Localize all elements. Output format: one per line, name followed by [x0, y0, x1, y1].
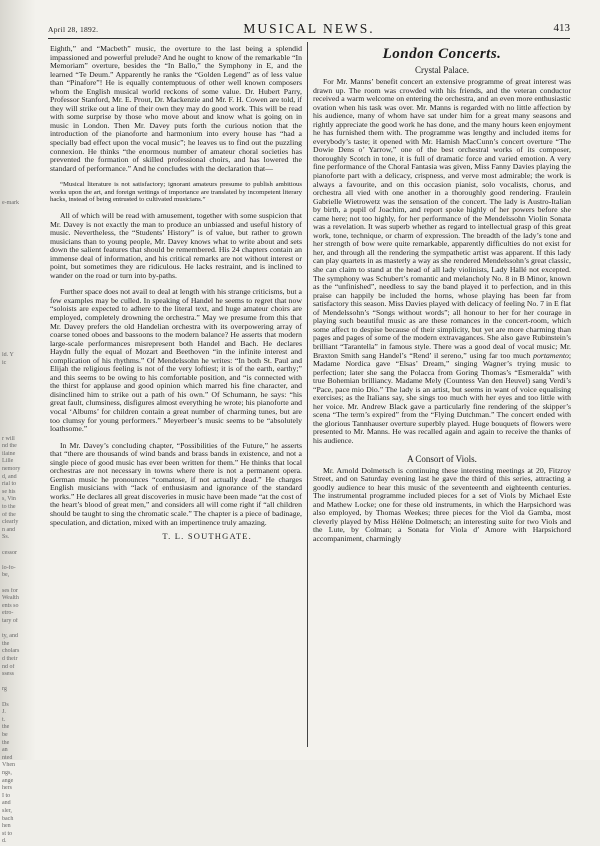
left-column	[50, 45, 302, 541]
page-number: 413	[553, 22, 570, 34]
paragraph-text: ; Madame Nordica gave “Elsas’ Dream,” singing Wagner’s trying music to perfection; later she sang the Polacca from Goring Thomas’s “Esmeralda” with true Bohemian brilliancy. Madame Mely (Countess Van den Heuvel) sang Verdi’s “Pace, pace mio Dio.” The lady is an artist, but seems in want of voice equalising exercises; as the Italians say, she sings too much with her eyes and too little with her voice. Mr. Andrew Black gave a particularly fine rendering of the skipper’s scena “The term’s expired” from the “Flying Dutchman.” The concert ended with the glorious Tannhauser overture superbly played. Huge bouquets of flowers were presented to Mr. Manns. He was recalled again and again to receive the thanks of his audience.	[313, 350, 572, 445]
article-paragraph: Further space does not avail to deal at length with his strange criticisms, but a few examples may be culled. In speaking of Handel he seems to regret that now “soloists are expected to adhere to the literal text, and huge amateur choirs are employed, completely drowning the orchestra.” May we presume from this that Mr. Davey prefers the old Handelian orchestra with its overpowering array of coarse toned oboes and bassoons to the modern balance? He asserts that modern large-scale performances misrepresent both Handel and Bach. He declares Haydn fully the equal of Mozart and Beethoven “in the infinite interest and complication of his rhythms.” Of Mendelssohn he writes: “In both St. Paul and Elijah the religious feeling is not of the very loftiest; it is of the earth, earthy;” and this seems to be owing to his comfortable position, and “is connected with the thirst for applause and good opinion which marred his fine character, and disinclined him to strike out a path of his own.” Of Schumann, he says: “his great fault, clumsiness, disfigures almost everything he wrote; his pianoforte and vocal ‘Albums’ for children contain a great number of charming tunes, but are too clumsy for young performers.” Meyerbeer’s music seems to be “absolutely loathsome.”	[50, 287, 302, 434]
masthead-title: MUSICAL NEWS.	[243, 21, 375, 36]
gutter-fragment: ssess	[2, 671, 15, 678]
gutter-fragment: ic	[2, 359, 7, 366]
column-separator	[307, 42, 308, 747]
gutter-fragment: Ds	[2, 701, 9, 708]
gutter-fragment: ange	[2, 777, 14, 784]
gutter-fragment: n and	[2, 526, 16, 533]
gutter-fragment: ty, and	[2, 633, 18, 640]
gutter-fragment: d their	[2, 656, 18, 662]
article-paragraph: Eighth,” and “Macbeth” music, the overture to the last being a splendid impassioned and powerful prelude? And he ought to know of the remarkable “In Memoriam” overture, besides the “In Ballo,” the Symphony in E, and the learned “Te Deum.” Apparently he ranks the “Golden Legend” as of less value than “Pinafore”! He is equally contemptuous of other well known composers whom the English musical world reckons of some value. Dr. Hubert Parry, Professor Stanford, Mr. E. Prout, Dr. Mackenzie and Mr. F. H. Cowen are told, if they will strike out a line of their own they may do good work. This will be read with some surprise by those who move about and know what is going on in music in London. Then Mr. Davey puts forth the curious notion that the introduction of the pianoforte and harmonium into every house has “had a specially bad effect upon the vocal music”; he leaves us to find out the puzzling connexion. He thinks “the enormous number of amateur choral societies has prevented the formation of skilled professional choirs, and has lowered the standard of performance.” And he concludes with the declaration that—	[50, 44, 302, 173]
italic-term: portamento	[533, 350, 569, 360]
block-quote: “Musical literature is not satisfactory; ignorant amateurs presume to publish ambitious works upon the art, and foreign writings of importance are translated by incompetent literary hacks, instead of being entrusted to cultivated musicians.”	[50, 181, 302, 204]
gutter-fragment: clearly	[2, 519, 19, 526]
gutter-fragment: Vhen	[2, 762, 15, 769]
gutter-fragment: ses for	[2, 587, 18, 594]
gutter-fragment: hers	[2, 785, 12, 792]
page-header	[48, 22, 570, 38]
author-signature: T. L. SOUTHGATE.	[162, 531, 252, 542]
gutter-fragment: Wealth	[2, 595, 19, 602]
gutter-fragment: bach	[2, 815, 14, 822]
header-rule	[48, 38, 570, 39]
gutter-fragment: to the	[2, 504, 16, 510]
gutter-fragment: ld. Y	[2, 352, 14, 358]
gutter-fragment: ents so	[2, 602, 19, 609]
gutter-fragment: of the	[2, 511, 16, 518]
gutter-fragment: Ss.	[2, 534, 10, 541]
article-paragraph: Mr. Arnold Dolmetsch is continuing these interesting meetings at 20, Fitzroy Street, and on Saturday evening last he gave the third of this series, attracting a goodly audience to hear this music of the seventeenth and eighteenth centuries. The instrumental programme included pieces for a set of Viols by Michael Este and Mathew Locke; one for these old instruments, in which the Harpsichord was also employed, by Thomas Weekes; three pieces for the Viol da Gamba, most cleverly played by Miss Hélène Dolmetsch; an interesting suite for two Viols and the Lute, by Colman; a Sonata for Viola d’ Amore with Harpsichord accompaniment, charmingly	[313, 465, 571, 543]
gutter-fragment: r will	[2, 435, 15, 442]
gutter-fragment: the	[2, 724, 10, 731]
gutter-fragment: I to	[2, 792, 11, 799]
right-column	[313, 45, 571, 543]
gutter-fragment: hen	[2, 823, 11, 830]
gutter-fragment: st to	[2, 830, 13, 837]
gutter-fragment: ilaine	[2, 450, 16, 457]
subsection-heading: A Consort of Viols.	[407, 453, 477, 464]
gutter-fragment: etro-	[2, 610, 14, 617]
gutter-fragment: cholars	[2, 648, 20, 655]
gutter-fragment: an	[2, 747, 8, 754]
gutter-fragment: nemory	[2, 466, 21, 472]
gutter-fragment: e-mark	[2, 200, 19, 206]
gutter-fragment: t.	[2, 716, 6, 723]
issue-date: April 28, 1892.	[48, 25, 99, 34]
gutter-fragment: s, Vin	[2, 496, 16, 503]
gutter-fragment: be,	[2, 572, 10, 579]
gutter-fragment: ngs,	[2, 770, 12, 776]
gutter-fragment: the	[2, 739, 10, 746]
gutter-fragment: d.	[2, 838, 7, 845]
gutter-fragment: J.	[2, 709, 6, 716]
gutter-fragment: tary of	[2, 618, 18, 624]
section-heading: London Concerts.	[382, 46, 502, 62]
article-paragraph	[313, 78, 571, 446]
gutter-fragment: se his	[2, 488, 16, 495]
article-paragraph: In Mr. Davey’s concluding chapter, “Possibilities of the Future,” he asserts that “there are thousands of wind bands and brass bands in existence, and not a single piece of good music has ever been written for them.” He thinks that local orchestras are not necessary in towns where there is not a permanent opera. German music he pronounces “comatose, if not actually dead.” He charges English musicians with “lack of enthusiasm and ignorance of the standard works.” He declares all great discoveries in music have been made “at the cost of the heart’s blood of great men,” and considers all will come right if “all children should be taught to sing the chromatic scale.” The chapter is a piece of badinage, speculation, and dictation, mixed with an impertinence truly amazing.	[50, 440, 302, 527]
gutter-fragment: cessor	[2, 549, 17, 556]
gutter-fragment: d, and	[2, 473, 17, 480]
gutter-fragment: nd the	[2, 443, 17, 450]
gutter-fragment: lo-fo-	[2, 564, 16, 571]
gutter-fragment: be	[2, 732, 8, 738]
gutter-fragment: sler,	[2, 808, 12, 814]
subsection-heading: Crystal Palace.	[415, 65, 469, 75]
gutter-fragment: the	[2, 640, 10, 647]
gutter-fragment: rial to	[2, 481, 17, 488]
gutter-fragment: Lille	[2, 458, 14, 465]
gutter-fragment: rg	[2, 686, 7, 693]
gutter-fragment: nd of	[2, 663, 15, 670]
paragraph-text: For Mr. Manns’ benefit concert an extensive programme of great interest was drawn up. The room was crowded with his friends, and the veteran conductor received a warm welcome on entering the orchestra, and an even more enthusiastic ovation when his task was over. Mr. Manns is regarded with no little affection by his audience, many of whom have sat under him for a great many seasons and rightly appreciate the good work he has done, and the many hours keen enjoyment he has furnished them with. The programme was lengthy and included items for everybody’s taste; it opened with Mr. Hamish MacCunn’s concert overture “The Dowie Dens o’ Yarrow,” one of the best orchestral works of its composer, thoroughly Scotch in tone, it is full of dramatic force and varied emotion. A very fine performance of the Choral Fantasia was given, Miss Fanny Davies playing the pianoforte part with a delicacy, crispness, and verve most admirable; the work is always a favourite, and on this occasion pianist, solo vocalists, chorus, and orchestra all vied with one another in a thoroughly good rendering. Fraulein Gabrielle Wietrowetz was the sensation of the concert. The lady is Austro-Italian by birth, a pupil of Joachim, and report spoke highly of her powers before she came here; not too highly, for her performance of the Mendelssohn Violin Sonata was a revelation. It was superb whether as regard to intellectual grasp of this great work, tone, technique, or charm of expression. The breadth of the lady’s tone and her strength of bow were quite remarkable, apparently difficulties do not exist for her, and through all the rendering the sympathetic artist was apparent. If this lady can play quartets in as masterly a way as she rendered Mendelssohn’s great classic, she can claim to stand at the head of all lady violinists, Lady Hallé not excepted. The symphony was Schubert’s romantic and melancholy No. 8 in B Minor, known as the “unfinished”, needless to say the band played it to perfection, and in this praise can happily be included the horns, whose playing has been far from satisfactory this season. Miss Davies played with delicacy of feeling No. 7 in E flat of Mendelssohn’s “Songs without words”; all honour to her for her courage in playing such beautiful music as are these romances in the concert-room, which some affect to despise because of their simplicity, but yet are more charming than pages and pages of some of the modern extravagances. She also gave Rubinstein’s brilliant “Tarantella” in famous style. There was a good deal of vocal music; Mr. Braxton Smith sang Handel’s “Rend’ il sereno,” using far too much	[313, 77, 571, 360]
gutter-fragment: and	[2, 800, 11, 807]
article-paragraph: All of which will be read with amusement, together with some suspicion that Mr. Davey is not exactly the man to produce an unbiassed and useful history of music. Nevertheless, the “Students’ History” is of value, but rather to grown musicians than to young people, Mr. Davey knows what to write about and sets down the salient features that should be remembered. His 24 chapters contain an immense deal of information, and his critical remarks are not without interest or point, but sometimes they are ridiculous. He lacks restraint, and is inclined to wander on the road or turn into by-paths.	[50, 210, 302, 280]
gutter-fragment: nted	[2, 754, 13, 761]
